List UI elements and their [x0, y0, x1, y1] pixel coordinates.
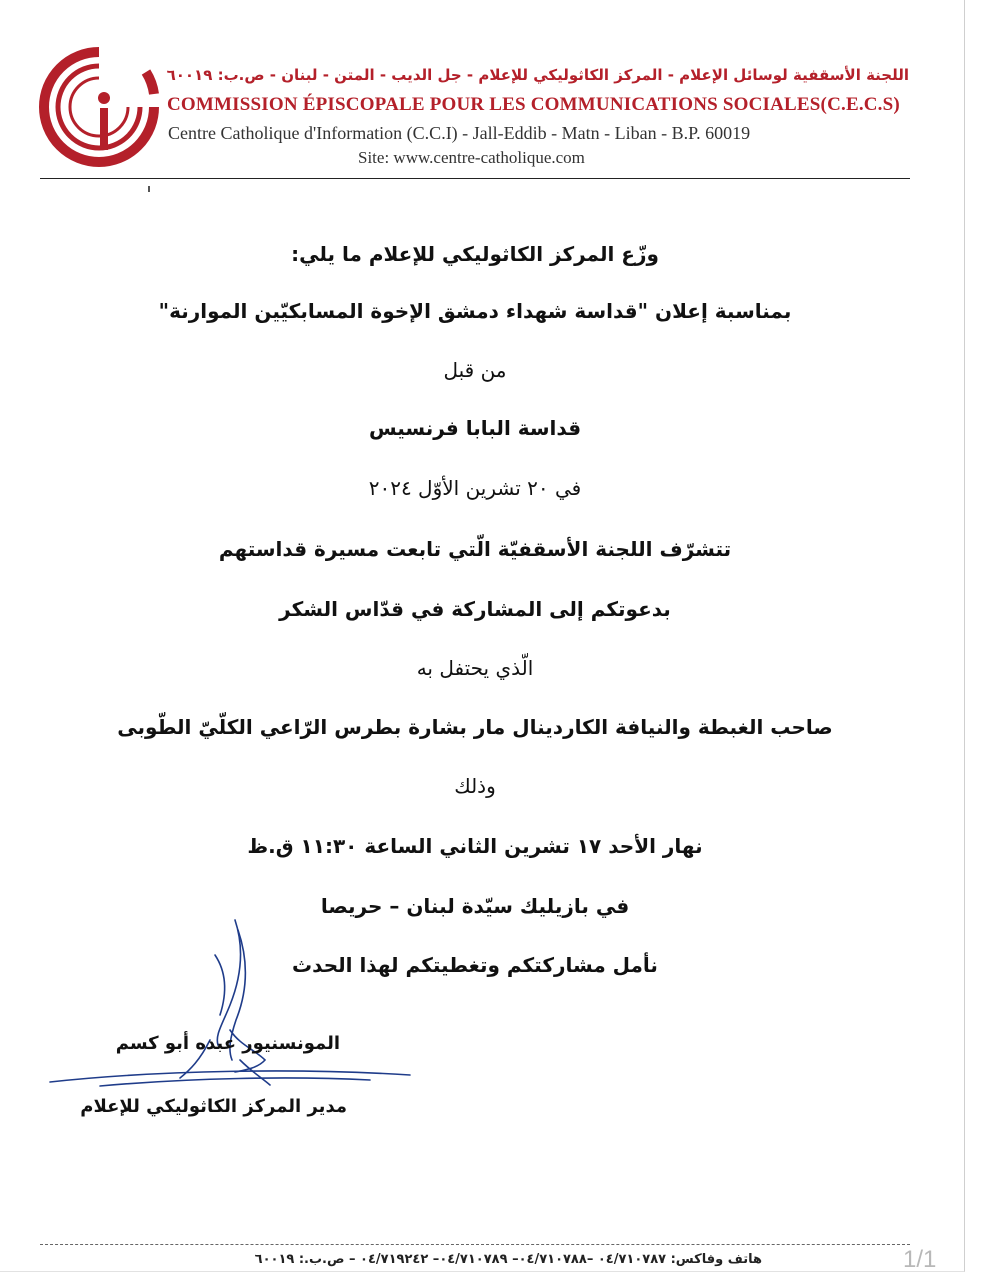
committee-line: تتشرّف اللجنة الأسقفيّة الّتي تابعت مسيرة قداستهم [218, 537, 732, 561]
scan-mark [148, 186, 150, 192]
footer-divider [40, 1244, 910, 1245]
intro-line: وزّع المركز الكاثوليكي للإعلام ما يلي: [291, 242, 659, 266]
footer-contact: هاتف وفاكس: ٠٤/٧١٠٧٨٧ –٠٤/٧١٠٧٨٨– ٠٤/٧١٠٧٨٩– ٠٤/٧١٩٢٤٢ – ص.ب.: ٦٠٠١٩ [254, 1252, 762, 1267]
celebrant-intro-line: الّذي يحتفل به [416, 656, 534, 680]
cecs-logo [38, 46, 160, 168]
header-website-line: Site: www.centre-catholique.com [358, 148, 585, 167]
pope-line: قداسة البابا فرنسيس [368, 416, 582, 440]
page-number: 1/1 [903, 1246, 937, 1273]
location-line: في بازيليك سيّدة لبنان – حريصا [320, 894, 630, 918]
signatory-name: المونسنيور عبده أبو كسم [115, 1033, 340, 1054]
occasion-line: بمناسبة إعلان "قداسة شهداء دمشق الإخوة المسابكيّين الموارنة" [158, 299, 792, 323]
header-divider [40, 178, 910, 179]
handwritten-signature [40, 910, 420, 1100]
date-line: في ٢٠ تشرين الأوّل ٢٠٢٤ [368, 476, 582, 500]
signatory-title: مدير المركز الكاثوليكي للإعلام [80, 1096, 347, 1117]
cardinal-line: صاحب الغبطة والنيافة الكاردينال مار بشارة بطرس الرّاعي الكلّيّ الطّوبى [117, 715, 833, 739]
header-arabic-line: اللجنة الأسقفية لوسائل الإعلام - المركز الكاثوليكي للإعلام - جل الديب - المتن - لبنان - ص.ب: ٦٠٠١٩ [166, 66, 909, 84]
header-organization-title: COMMISSION ÉPISCOPALE POUR LES COMMUNICATIONS SOCIALES(C.E.C.S) [167, 94, 900, 115]
header-address-line: Centre Catholique d'Information (C.C.I) - Jall-Eddib - Matn - Liban - B.P. 60019 [168, 123, 751, 143]
by-line: من قبل [443, 358, 507, 382]
time-line: نهار الأحد ١٧ تشرين الثاني الساعة ١١:٣٠ ق.ظ [247, 834, 703, 858]
and-line: وذلك [454, 774, 496, 798]
invitation-line: بدعوتكم إلى المشاركة في قدّاس الشكر [279, 597, 671, 621]
closing-line: نأمل مشاركتكم وتغطيتكم لهذا الحدث [292, 953, 658, 977]
